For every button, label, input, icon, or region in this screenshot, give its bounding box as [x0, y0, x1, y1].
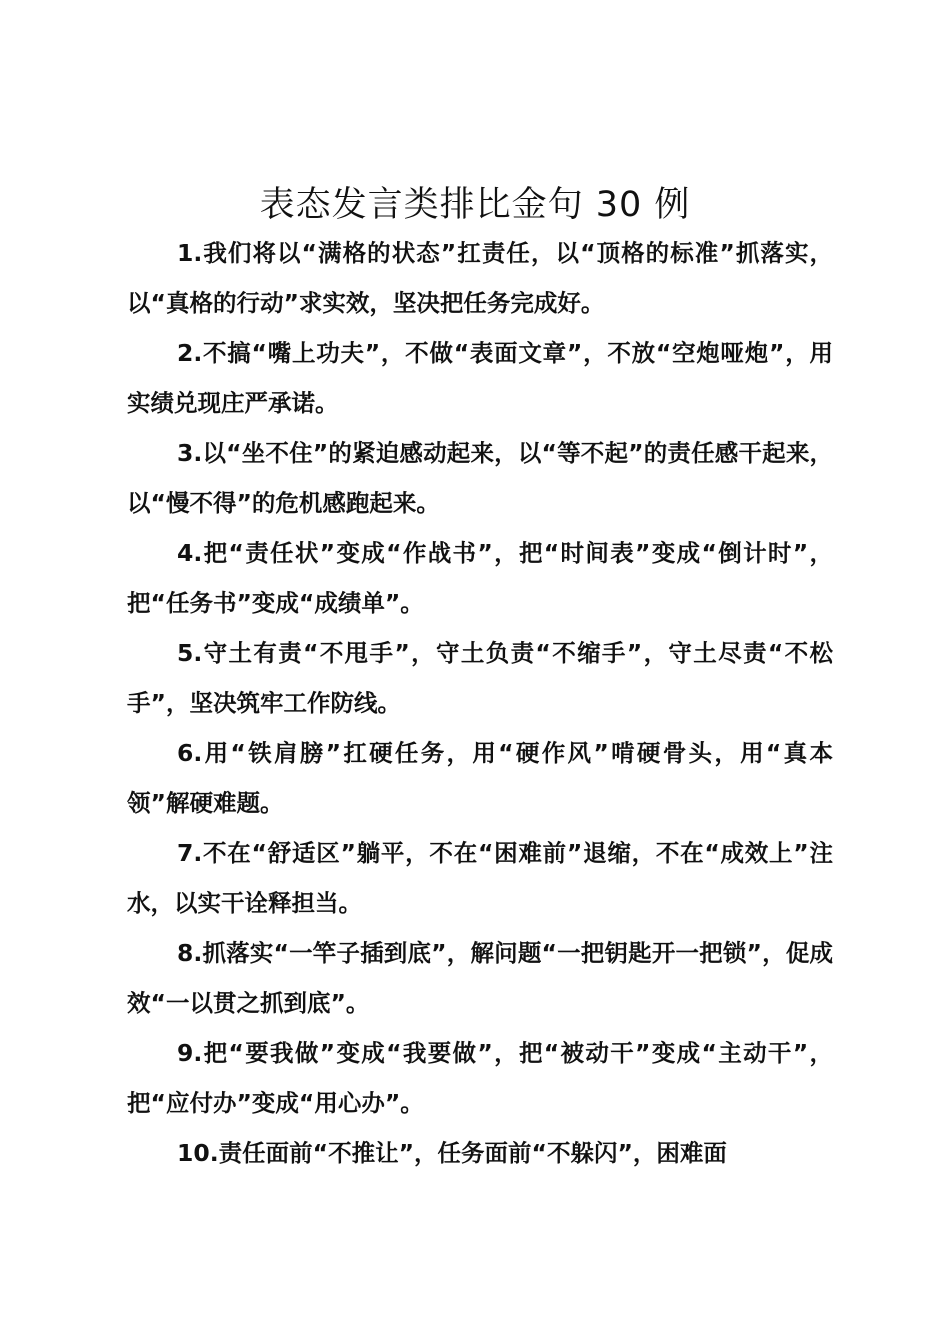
paragraph-7: 7.不在“舒适区”躺平，不在“困难前”退缩，不在“成效上”注水，以实干诠释担当。 — [127, 839, 833, 917]
paragraph-3: 3.以“坐不住”的紧迫感动起来，以“等不起”的责任感干起来，以“慢不得”的危机感跑起来。 — [127, 439, 833, 517]
paragraph-10: 10.责任面前“不推让”，任务面前“不躲闪”，困难面 — [177, 1139, 727, 1167]
paragraph-5: 5.守土有责“不甩手”，守土负责“不缩手”，守土尽责“不松手”，坚决筑牢工作防线。 — [127, 639, 833, 717]
document-title: 表态发言类排比金句 30 例 — [259, 185, 691, 225]
paragraph-2: 2.不搞“嘴上功夫”，不做“表面文章”，不放“空炮哑炮”，用实绩兑现庄严承诺。 — [127, 339, 833, 417]
paragraph-1: 1.我们将以“满格的状态”扛责任，以“顶格的标准”抓落实，以“真格的行动”求实效，坚决把任务完成好。 — [127, 239, 833, 317]
paragraph-6: 6.用“铁肩膀”扛硬任务，用“硬作风”啃硬骨头，用“真本领”解硬难题。 — [127, 739, 833, 817]
paragraph-9: 9.把“要我做”变成“我要做”，把“被动干”变成“主动干”，把“应付办”变成“用心办”。 — [127, 1039, 833, 1117]
document-body — [127, 228, 833, 1178]
paragraph-4: 4.把“责任状”变成“作战书”，把“时间表”变成“倒计时”，把“任务书”变成“成绩单”。 — [127, 539, 833, 617]
paragraph-8: 8.抓落实“一竿子插到底”，解问题“一把钥匙开一把锁”，促成效“一以贯之抓到底”。 — [127, 939, 833, 1017]
